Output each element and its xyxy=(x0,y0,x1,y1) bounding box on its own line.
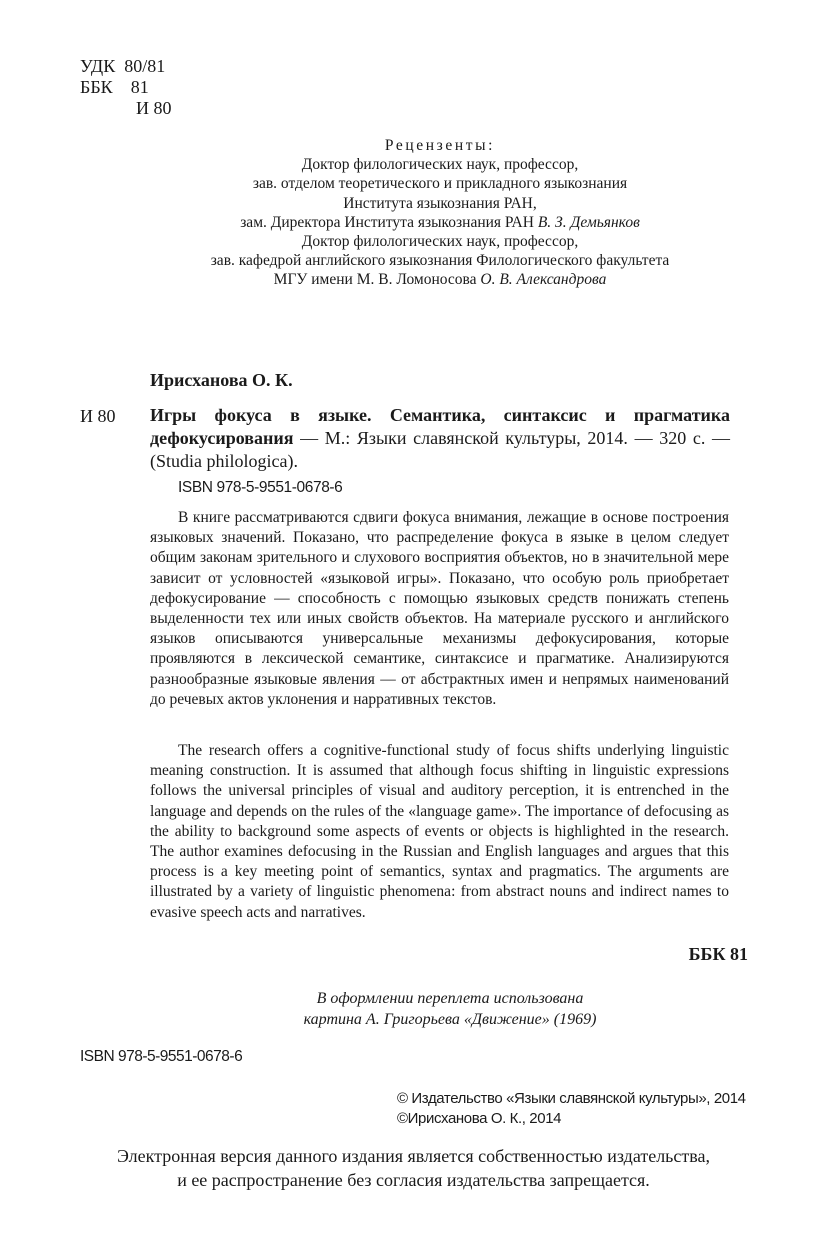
reviewer1-line3: Института языкознания РАН, xyxy=(343,194,537,212)
abstract-russian xyxy=(150,508,729,710)
reviewer2-affiliation: МГУ имени М. В. Ломоносова xyxy=(273,271,477,289)
bbk-label: ББК xyxy=(80,77,113,97)
cover-note-line1: В оформлении переплета использована xyxy=(316,990,584,1007)
reviewer1-name: В. З. Демьянков xyxy=(537,213,640,231)
notice-line1: Электронная версия данного издания является собственностью издательства, xyxy=(117,1146,710,1166)
reviewer2-line1: Доктор филологических наук, профессор, xyxy=(301,233,579,251)
bibliographic-entry xyxy=(150,404,730,473)
copyright-author: ©Ирисханова О. К., 2014 xyxy=(397,1110,562,1127)
reviewer2-line2: зав. кафедрой английского языкознания Филологического факультета xyxy=(210,252,670,270)
reviewer2-line3 xyxy=(100,270,780,289)
reviewer1-position: зам. Директора Института языкознания РАН xyxy=(240,213,534,231)
abstract-english-text: The research offers a cognitive-functional study of focus shifts underlying linguistic meaning construction. It is assumed that although focus shifting in linguistic expressions follows the universal principles of visual and auditory perception, it is entrenched in the language and depends on the rules of the «language game». The importance of defocusing as the ability to background some aspects of events or objects is highlighted in the research. The author examines defocusing in the Russian and English languages and argues that this process is a key meeting point of semantics, syntax and pragmatics. The arguments are illustrated by a variety of linguistic phenomena: from abstract nouns and indirect names to evasive speech acts and narratives. xyxy=(150,742,729,921)
copyright-block xyxy=(397,1089,746,1129)
udk-row xyxy=(80,56,172,77)
publication-info: — М.: Языки славянской культуры, 2014. — 320 с. — (Studia philologica). xyxy=(150,428,730,471)
cover-note xyxy=(150,988,750,1030)
reviewers-block xyxy=(100,136,780,290)
copyright-publisher: © Издательство «Языки славянской культуры», 2014 xyxy=(397,1090,746,1107)
classification-block xyxy=(80,56,172,119)
author-name: Ирисханова О. К. xyxy=(150,370,293,390)
reviewer2-name: О. В. Александрова xyxy=(480,271,607,289)
udk-label: УДК xyxy=(80,56,116,76)
udk-value: 80/81 xyxy=(124,56,166,76)
reviewer1-line1: Доктор филологических наук, профессор, xyxy=(301,156,579,174)
abstract-english xyxy=(150,741,729,923)
book-title: Игры фокуса в языке. Семантика, синтаксис и прагматика дефокусирования xyxy=(150,405,730,448)
bbk-row xyxy=(80,77,172,98)
reviewer1-line4 xyxy=(100,213,780,232)
bbk-bottom: ББК 81 xyxy=(688,944,748,964)
reviewers-heading: Рецензенты: xyxy=(384,137,496,154)
entry-code: И 80 xyxy=(80,406,116,426)
cover-note-line2: картина А. Григорьева «Движение» (1969) xyxy=(303,1011,597,1028)
isbn-bottom: ISBN 978-5-9551-0678-6 xyxy=(80,1048,243,1065)
entry-isbn: ISBN 978-5-9551-0678-6 xyxy=(178,479,343,496)
abstract-russian-text: В книге рассматриваются сдвиги фокуса внимания, лежащие в основе построения языковых значений. Показано, что распределение фокуса в языке в целом следует общим законам зрительного и слухового восприятия объектов, но в значительной мере зависит от условностей «языковой игры». Показано, что особую роль приобретает дефокусирование — способность с помощью языковых средств понижать степень выделенности тех или иных свойств объектов. На материале русского и английского языков описываются универсальные механизмы дефокусирования, которые проявляются в лексической семантике, синтаксисе и прагматике. Анализируются разнообразные языковые явления — от абстрактных имен и непрямых наименований до речевых актов уклонения и нарративных текстов. xyxy=(150,509,729,708)
notice-line2: и ее распространение без согласия издательства запрещается. xyxy=(177,1170,650,1190)
electronic-version-notice xyxy=(60,1144,767,1192)
bbk-value: 81 xyxy=(130,77,149,97)
author-mark: И 80 xyxy=(136,98,172,118)
reviewer1-line2: зав. отделом теоретического и прикладного языкознания xyxy=(252,175,628,193)
